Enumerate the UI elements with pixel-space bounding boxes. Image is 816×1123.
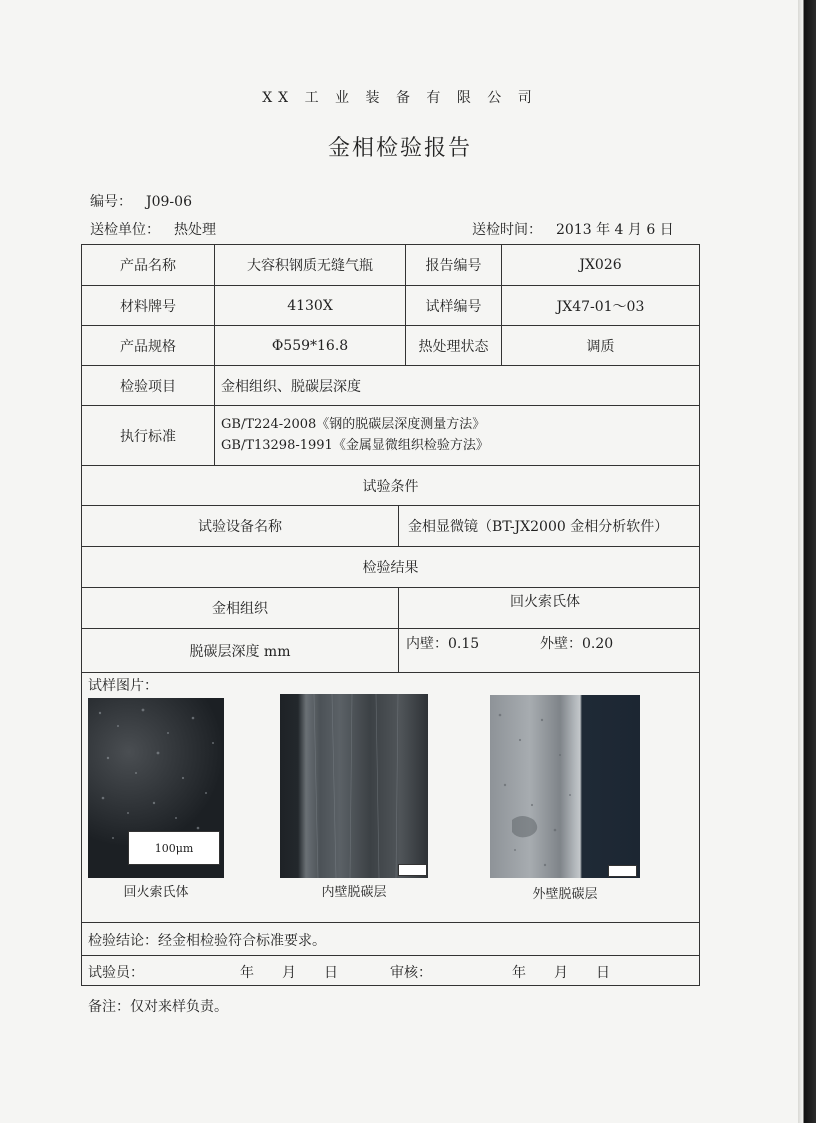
heat-state-label: 热处理状态 [418, 338, 489, 355]
depth-inner: 内壁：0.15 [406, 636, 480, 652]
spec-value: Φ559*16.8 [271, 337, 349, 354]
images-label: 试样图片： [88, 678, 158, 694]
depth-label: 脱碳层深度 mm [189, 644, 291, 660]
depth-outer: 外壁：0.20 [540, 636, 614, 652]
unit-label: 送检单位： [90, 222, 160, 238]
serial-value: J09-06 [146, 194, 192, 210]
conditions-header: 试验条件 [362, 478, 419, 495]
caption-1: 回火索氏体 [123, 885, 189, 900]
note: 备注：仅对来样负责。 [88, 999, 228, 1015]
material-value: 4130X [287, 297, 333, 314]
sample-no-value: JX47-01～03 [556, 298, 645, 315]
product-name-label: 产品名称 [120, 258, 176, 274]
micrograph-inner-wall-decarburization [280, 694, 428, 878]
scanner-edge [798, 0, 816, 1123]
sample-no-label: 试样编号 [425, 298, 482, 315]
report-no-label: 报告编号 [425, 258, 482, 274]
submitting-unit [90, 219, 216, 239]
inspector-label: 试验员： [88, 965, 144, 981]
micrograph-tempered-sorbite [88, 698, 224, 878]
heat-state-value: 调质 [586, 338, 615, 355]
inner-scale-box [398, 864, 427, 876]
product-name-value: 大容积钢质无缝气瓶 [247, 258, 373, 274]
date-value: 2013 年 4 月 6 日 [556, 222, 674, 238]
results-header: 检验结果 [362, 560, 419, 576]
report-title: 金相检验报告 [327, 136, 472, 161]
material-label: 材料牌号 [120, 298, 176, 315]
caption-3: 外壁脱碳层 [532, 887, 598, 902]
outer-scale-box [608, 865, 637, 877]
conclusion: 检验结论：经金相检验符合标准要求。 [88, 933, 326, 949]
inspector-date: 年 月 日 [240, 965, 338, 981]
spec-label: 产品规格 [120, 338, 176, 355]
structure-label: 金相组织 [212, 601, 268, 617]
company-name: XX 工 业 装 备 有 限 公 司 [262, 90, 538, 106]
equipment-label: 试验设备名称 [198, 519, 282, 535]
equipment-value: 金相显微镜（BT-JX2000 金相分析软件） [408, 519, 669, 535]
items-label: 检验项目 [120, 378, 176, 395]
structure-value: 回火索氏体 [510, 594, 580, 610]
standard-line-1: GB/T224-2008《钢的脱碳层深度测量方法》 [221, 417, 486, 432]
standard-label: 执行标准 [120, 428, 176, 445]
report-no-value: JX026 [579, 257, 622, 273]
caption-2: 内壁脱碳层 [321, 885, 387, 900]
submit-date [472, 219, 674, 239]
unit-value: 热处理 [174, 222, 216, 238]
reviewer-date: 年 月 日 [512, 965, 610, 981]
scale-bar: 100μm [128, 831, 220, 865]
micrograph-outer-wall-decarburization [490, 695, 640, 878]
reviewer-label: 审核： [390, 965, 432, 981]
serial-number [90, 191, 192, 211]
standard-line-2: GB/T13298-1991《金属显微组织检验方法》 [221, 438, 489, 453]
items-value: 金相组织、脱碳层深度 [221, 378, 361, 395]
serial-label: 编号： [90, 194, 132, 210]
date-label: 送检时间： [472, 222, 542, 238]
